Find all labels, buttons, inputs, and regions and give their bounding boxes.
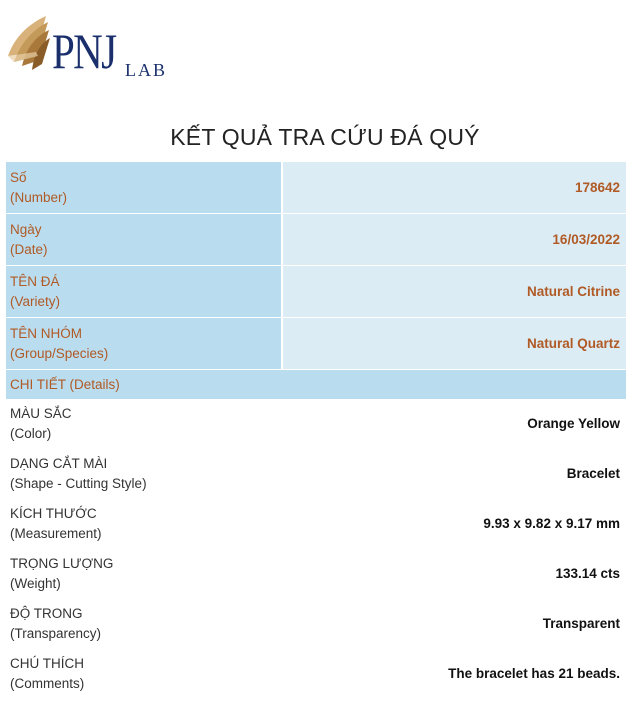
label-vietnamese: TÊN NHÓM [10,325,82,341]
row-value: 133.14 cts [555,566,620,581]
label-english: (Variety) [10,293,61,309]
details-section-header [6,370,626,399]
summary-row [6,266,626,318]
row-value: Natural Quartz [283,318,626,370]
detail-row [6,399,626,449]
label-vietnamese: ĐỘ TRONG [10,606,83,621]
logo-wordmark: PNJ [52,23,116,79]
label-vietnamese: MÀU SẮC [10,406,72,421]
row-value: Natural Citrine [283,266,626,318]
row-label [6,499,283,549]
row-label [6,318,283,370]
label-vietnamese: TÊN ĐÁ [10,273,60,289]
row-value: 16/03/2022 [283,214,626,266]
row-label [6,449,283,499]
label-english: (Transparency) [10,626,102,641]
row-value: 9.93 x 9.82 x 9.17 mm [483,516,620,531]
row-value: Bracelet [566,466,620,481]
label-english: (Comments) [10,676,85,691]
summary-row [6,162,626,214]
detail-row [6,599,626,649]
label-english: (Measurement) [10,526,102,541]
label-english: (Number) [10,189,68,205]
detail-row [6,449,626,499]
row-value: 178642 [283,162,626,214]
summary-row [6,318,626,370]
label-english: (Shape - Cutting Style) [10,476,147,491]
label-english: (Color) [10,426,52,441]
row-label [6,649,283,699]
label-vietnamese: Số [10,169,27,185]
row-value: Transparent [542,616,620,631]
label-vietnamese: KÍCH THƯỚC [10,506,97,521]
label-vietnamese: CHÚ THÍCH [10,656,84,671]
page-title: KẾT QUẢ TRA CỨU ĐÁ QUÝ [170,124,480,150]
label-vietnamese: TRỌNG LƯỢNG [10,556,114,571]
row-label [6,162,283,214]
label-english: (Group/Species) [10,345,109,361]
detail-row [6,649,626,699]
pnj-lab-logo [6,12,176,92]
logo-lab-text: LAB [125,60,167,80]
details-header-label: CHI TIẾT (Details) [6,370,626,399]
summary-row [6,214,626,266]
row-label [6,266,283,318]
label-english: (Weight) [10,576,61,591]
row-label [6,599,283,649]
label-english: (Date) [10,241,48,257]
row-label [6,214,283,266]
detail-row [6,499,626,549]
row-label [6,549,283,599]
gem-result-table [6,162,626,699]
row-value: The bracelet has 21 beads. [448,666,620,681]
label-vietnamese: Ngày [10,221,42,237]
label-vietnamese: DẠNG CẮT MÀI [10,456,108,471]
row-label [6,399,283,449]
row-value: Orange Yellow [527,416,620,431]
detail-row [6,549,626,599]
